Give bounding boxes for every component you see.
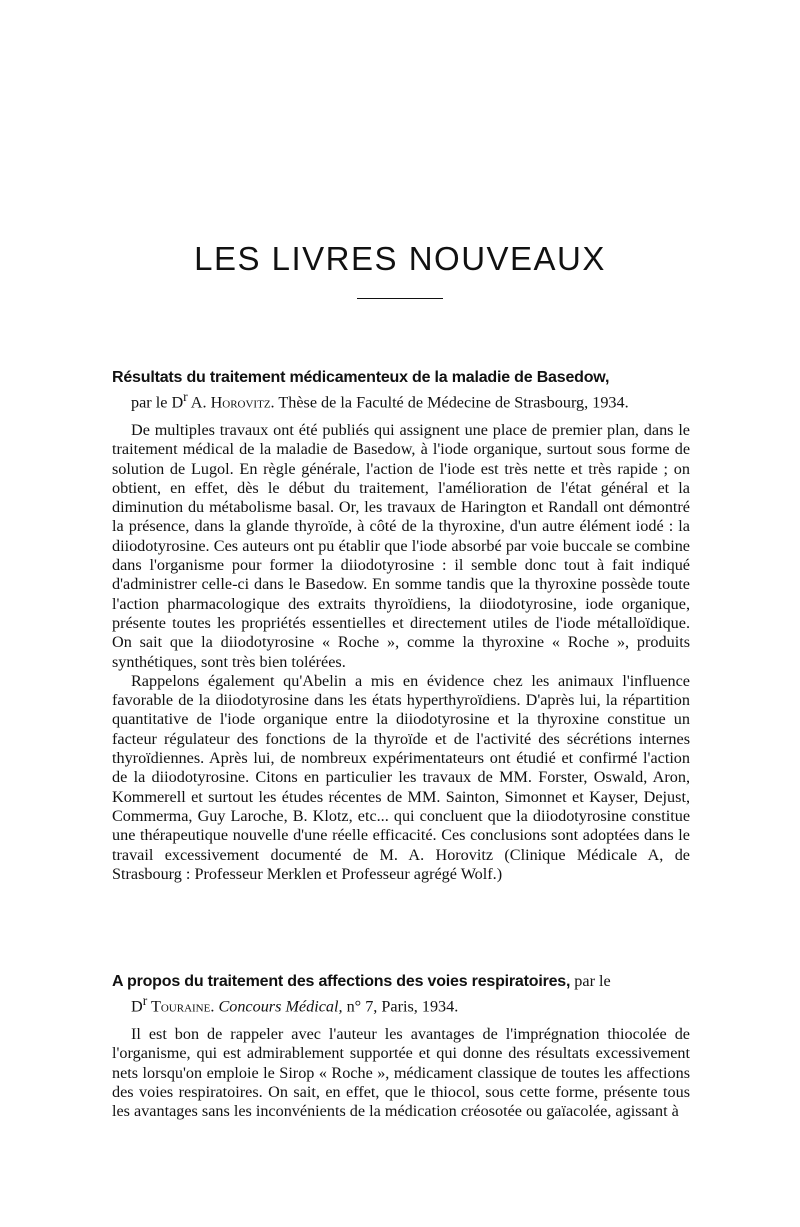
review-respiratory — [112, 972, 690, 1121]
review-citation — [112, 991, 690, 1017]
review-paragraph: De multiples travaux ont été publiés qui assignent une place de premier plan, dans le traitement médical de la maladie de Basedow, à l'iode organique, surtout sous forme de solution de Lugol. En règle générale, l'action de l'iode est très nette et très rapide ; on obtient, en effet, dès le début du traitement, l'amélioration de l'état général et la diminution du métabolisme basal. Or, les travaux de Harington et Randall ont démontré la présence, dans la glande thyroïde, à côté de la thyroxine, d'un autre élément iodé : la diiodotyrosine. Ces auteurs ont pu établir que l'iode absorbé par voie buccale se combine dans l'organisme pour former la diiodotyrosine : il semble donc tout à fait indiqué d'administrer celle-ci dans le Basedow. En somme tandis que la thyroxine possède toute l'action pharmacologique des extraits thyroïdiens, la diiodotyrosine, iode organique, présente toutes les propriétés essentielles et directement utiles de l'iode métalloïdique. On sait que la diiodotyrosine « Roche », comme la thyroxine « Roche », produits synthétiques, sont très bien tolérées. — [112, 420, 690, 671]
review-citation — [112, 387, 690, 413]
review-title: Résultats du traitement médicamenteux de la maladie de Basedow, — [112, 369, 610, 386]
author-prefix-sup: r — [142, 993, 148, 1009]
page-title: LES LIVRES NOUVEAUX — [194, 240, 606, 277]
review-title: A propos du traitement des affections des voies respiratoires, — [112, 973, 571, 990]
journal-name: Concours Médical, — [218, 997, 343, 1016]
review-by: par le — [570, 972, 611, 990]
review-heading — [112, 368, 690, 413]
review-basedow — [112, 368, 690, 884]
author-prefix: D — [131, 997, 143, 1016]
source-text: Thèse de la Faculté de Médecine de Strasbourg, 1934. — [274, 393, 629, 412]
author-prefix: par le D — [131, 393, 184, 412]
source-text: n° 7, Paris, 1934. — [342, 997, 459, 1016]
review-heading — [112, 972, 690, 1017]
author-name: A. Horovitz. — [187, 393, 275, 412]
title-divider — [357, 298, 443, 299]
review-paragraph: Rappelons également qu'Abelin a mis en évidence chez les animaux l'influence favorable de la diiodotyrosine dans les états hyperthyroïdiens. D'après lui, la répartition quantitative de l'iode organique entre la diiodotyrosine et la thyroxine constitue un facteur régulateur des fonctions de la thyroïde et de l'activité des sécrétions internes thyroïdiennes. Après lui, de nombreux expérimentateurs ont étudié et confirmé l'action de la diiodotyrosine. Citons en particulier les travaux de MM. Forster, Oswald, Aron, Kommerell et surtout les études récentes de MM. Sainton, Simonnet et Kayser, Dejust, Commerma, Guy Laroche, B. Klotz, etc... qui concluent que la diiodotyrosine constitue une thérapeutique nouvelle d'une réelle efficacité. Ces conclusions sont adoptées dans le travail excessivement documenté de M. A. Horovitz (Clinique Médicale A, de Strasbourg : Professeur Merklen et Professeur agrégé Wolf.) — [112, 671, 690, 883]
author-prefix-sup: r — [183, 389, 188, 405]
author-name: Touraine. — [147, 997, 215, 1016]
review-paragraph: Il est bon de rappeler avec l'auteur les avantages de l'imprégnation thiocolée de l'organisme, qui est admirablement supportée et qui donne des résultats excessivement nets lorsqu'on emploie le Sirop « Roche », médicament classique de toutes les affections des voies respiratoires. On sait, en effet, que le thiocol, sous cette forme, présente tous les avantages sans les inconvénients de la médication créosotée ou gaïacolée, agissant à — [112, 1024, 690, 1121]
